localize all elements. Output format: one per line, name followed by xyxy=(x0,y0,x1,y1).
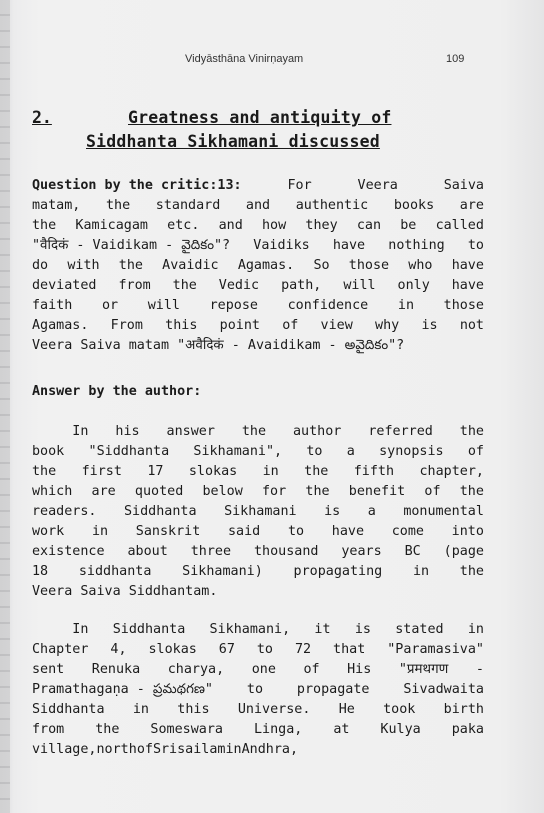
word: Vaidiks xyxy=(253,238,310,253)
text-line xyxy=(32,700,484,720)
word: the xyxy=(105,198,131,213)
word: synopsis xyxy=(379,444,444,459)
running-header xyxy=(0,53,544,69)
word: Agamas. xyxy=(32,318,89,333)
text-line xyxy=(32,502,484,522)
word: in xyxy=(225,742,242,757)
word: years xyxy=(341,544,382,559)
word: Siddhanta xyxy=(112,622,186,637)
word: (page xyxy=(443,544,484,559)
word: why xyxy=(375,318,400,333)
word: do xyxy=(32,258,49,273)
word: at xyxy=(333,722,350,737)
word: have xyxy=(451,258,484,273)
text-line xyxy=(32,236,484,256)
word: to xyxy=(246,682,264,697)
word: in xyxy=(132,702,149,717)
text-line xyxy=(32,316,484,336)
word: repose xyxy=(209,298,258,313)
answer-label: Answer by the author: xyxy=(32,384,202,399)
word: Avaidic xyxy=(162,258,219,273)
word: BC xyxy=(404,544,421,559)
word: one xyxy=(251,662,276,677)
text-line xyxy=(32,176,484,196)
word: Veera Saiva matam "अवैदिकं - Avaidikam - అవైదికం"? xyxy=(32,338,405,353)
answer-paragraph-1 xyxy=(32,422,484,602)
word: the xyxy=(459,564,484,579)
word: come xyxy=(391,524,424,539)
word: faith xyxy=(32,298,73,313)
word: fifth xyxy=(353,464,395,479)
word: readers. xyxy=(32,504,97,519)
word: So xyxy=(313,258,330,273)
word: to xyxy=(306,444,323,459)
text-line xyxy=(32,680,484,700)
word: point xyxy=(219,318,260,333)
text-line xyxy=(32,336,484,356)
text-line xyxy=(32,482,484,502)
word: For xyxy=(287,178,312,193)
word: to xyxy=(256,642,273,657)
word: book xyxy=(32,444,65,459)
word: from xyxy=(118,278,151,293)
word: from xyxy=(32,722,65,737)
word: matam, xyxy=(32,198,81,213)
word: author xyxy=(293,424,342,439)
text-line xyxy=(32,196,484,216)
word: benefit xyxy=(348,484,406,499)
word: birth xyxy=(443,702,484,717)
word: in xyxy=(262,464,279,479)
word: and xyxy=(245,198,271,213)
word: slokas xyxy=(148,642,197,657)
word: of xyxy=(136,742,153,757)
word: this xyxy=(177,702,210,717)
word: Sivadwaita xyxy=(403,682,484,697)
word: this xyxy=(165,318,198,333)
word: existence xyxy=(32,544,105,559)
word: it xyxy=(314,622,331,637)
section-number: 2. xyxy=(32,108,52,127)
word: north xyxy=(96,742,137,757)
question-label: Question by the critic:13: xyxy=(32,178,242,193)
word: how xyxy=(262,218,287,233)
word: the xyxy=(305,484,330,499)
word: Sanskrit xyxy=(135,524,201,539)
word: nothing xyxy=(388,238,445,253)
word: who xyxy=(408,258,433,273)
word: chapter, xyxy=(419,464,484,479)
running-title: Vidyāsthāna Vinirṇayam xyxy=(185,53,304,65)
word: the xyxy=(32,464,57,479)
word: "प्रमथगण xyxy=(398,662,449,677)
word: his xyxy=(115,424,140,439)
word: 4, xyxy=(110,642,127,657)
word: of xyxy=(303,662,320,677)
word: have xyxy=(451,278,484,293)
word: into xyxy=(451,524,484,539)
word: Universe. xyxy=(237,702,311,717)
word: Andhra, xyxy=(241,742,299,757)
word: referred xyxy=(368,424,433,439)
text-line xyxy=(32,442,484,462)
word: propagating xyxy=(293,564,383,579)
text-line xyxy=(32,422,484,442)
word: to xyxy=(287,524,305,539)
word: which xyxy=(32,484,73,499)
word: charya, xyxy=(167,662,225,677)
word: 67 xyxy=(218,642,235,657)
word: can xyxy=(356,218,382,233)
word: propagate xyxy=(296,682,370,697)
word: of xyxy=(282,318,299,333)
section-title-line2: Siddhanta Sikhamani discussed xyxy=(86,132,380,151)
word: standard xyxy=(155,198,221,213)
word: Sikhamani) xyxy=(182,564,263,579)
word: thousand xyxy=(253,544,319,559)
text-line xyxy=(32,740,484,760)
word: below xyxy=(202,484,243,499)
word: the xyxy=(459,424,484,439)
word: In xyxy=(32,622,89,637)
word: 72 xyxy=(294,642,312,657)
word: paka xyxy=(451,722,484,737)
word: path, xyxy=(281,278,322,293)
text-line xyxy=(32,256,484,276)
word: with xyxy=(67,258,100,273)
word: books xyxy=(393,198,435,213)
word: Kamicagam xyxy=(75,218,148,233)
text-line xyxy=(32,462,484,482)
word: Siddhanta xyxy=(32,702,105,717)
word: 18 xyxy=(32,564,49,579)
word: the xyxy=(459,484,484,499)
word: Sikhamani xyxy=(224,504,297,519)
word: Siddhanta xyxy=(124,504,197,519)
word: monumental xyxy=(403,504,484,519)
text-line xyxy=(32,296,484,316)
word: a xyxy=(367,504,376,519)
word: His xyxy=(347,662,372,677)
word: Chapter xyxy=(32,642,89,657)
word: first xyxy=(81,464,122,479)
word: "Paramasiva" xyxy=(387,642,484,657)
text-line xyxy=(32,562,484,582)
word: - xyxy=(475,662,484,677)
word: Someswara xyxy=(150,722,223,737)
text-line xyxy=(32,216,484,236)
word: deviated xyxy=(32,278,97,293)
word: the xyxy=(241,424,267,439)
word: "वैदिकं - Vaidikam - వైదికం"? xyxy=(32,238,231,253)
word: the xyxy=(118,258,143,273)
word: Linga, xyxy=(253,722,303,737)
word: have xyxy=(331,524,365,539)
word: those xyxy=(443,298,484,313)
word: 17 xyxy=(147,464,164,479)
word: those xyxy=(348,258,390,273)
section-title-line1: Greatness and antiquity of xyxy=(128,108,392,127)
word: the xyxy=(95,722,120,737)
word: quoted xyxy=(134,484,184,499)
word: stated xyxy=(395,622,444,637)
word: Renuka xyxy=(91,662,141,677)
word: and xyxy=(218,218,243,233)
word: sent xyxy=(32,662,65,677)
word: be xyxy=(400,218,417,233)
word: in xyxy=(397,298,415,313)
text-line xyxy=(32,542,484,562)
word: in xyxy=(91,524,109,539)
word: in xyxy=(412,564,430,579)
word: Sikhamani, xyxy=(209,622,291,637)
text-line xyxy=(32,620,484,640)
word: about xyxy=(127,544,168,559)
word: only xyxy=(397,278,430,293)
text-line xyxy=(32,640,484,660)
binding-edge xyxy=(0,0,10,813)
word: is xyxy=(354,622,371,637)
word: In xyxy=(32,424,89,439)
word: they xyxy=(305,218,338,233)
word: "Siddhanta xyxy=(88,444,170,459)
word: took xyxy=(383,702,416,717)
word: From xyxy=(110,318,143,333)
word: Pramathagaṇa - ప్రమథగణ" xyxy=(32,682,213,697)
word: in xyxy=(467,622,484,637)
word: Agamas. xyxy=(237,258,295,273)
word: slokas xyxy=(188,464,238,479)
word: the xyxy=(32,218,57,233)
word: view xyxy=(320,318,353,333)
word: called xyxy=(435,218,484,233)
word: Kulya xyxy=(380,722,421,737)
word: or xyxy=(101,298,119,313)
word: will xyxy=(343,278,376,293)
word: three xyxy=(190,544,232,559)
word: Veera xyxy=(357,178,398,193)
text-line xyxy=(32,522,484,542)
word: Srisailam xyxy=(152,742,226,757)
word: work xyxy=(32,524,65,539)
word: that xyxy=(333,642,366,657)
word: Vedic xyxy=(218,278,260,293)
word: have xyxy=(332,238,366,253)
word: the xyxy=(304,464,329,479)
answer-paragraph-2 xyxy=(32,620,484,760)
word: confidence xyxy=(287,298,369,313)
word: Saiva xyxy=(443,178,484,193)
word: of xyxy=(424,484,441,499)
word: etc. xyxy=(167,218,200,233)
word: He xyxy=(338,702,355,717)
page-number: 109 xyxy=(446,53,465,65)
word: are xyxy=(459,198,484,213)
word: not xyxy=(459,318,484,333)
word: a xyxy=(346,444,355,459)
word: Sikhamani", xyxy=(193,444,283,459)
word: will xyxy=(147,298,180,313)
question-paragraph xyxy=(32,176,484,356)
word: siddhanta xyxy=(78,564,152,579)
word: the xyxy=(172,278,197,293)
word: authentic xyxy=(295,198,369,213)
word: of xyxy=(467,444,484,459)
word: for xyxy=(262,484,287,499)
text-line xyxy=(32,660,484,680)
text-line xyxy=(32,276,484,296)
word: are xyxy=(91,484,116,499)
word: village, xyxy=(32,742,97,757)
word: to xyxy=(467,238,484,253)
text-line xyxy=(32,582,484,602)
word: is xyxy=(421,318,438,333)
word: Veera Saiva Siddhantam. xyxy=(32,584,218,599)
word: answer xyxy=(166,424,215,439)
text-line xyxy=(32,720,484,740)
word: said xyxy=(227,524,261,539)
word: is xyxy=(324,504,341,519)
